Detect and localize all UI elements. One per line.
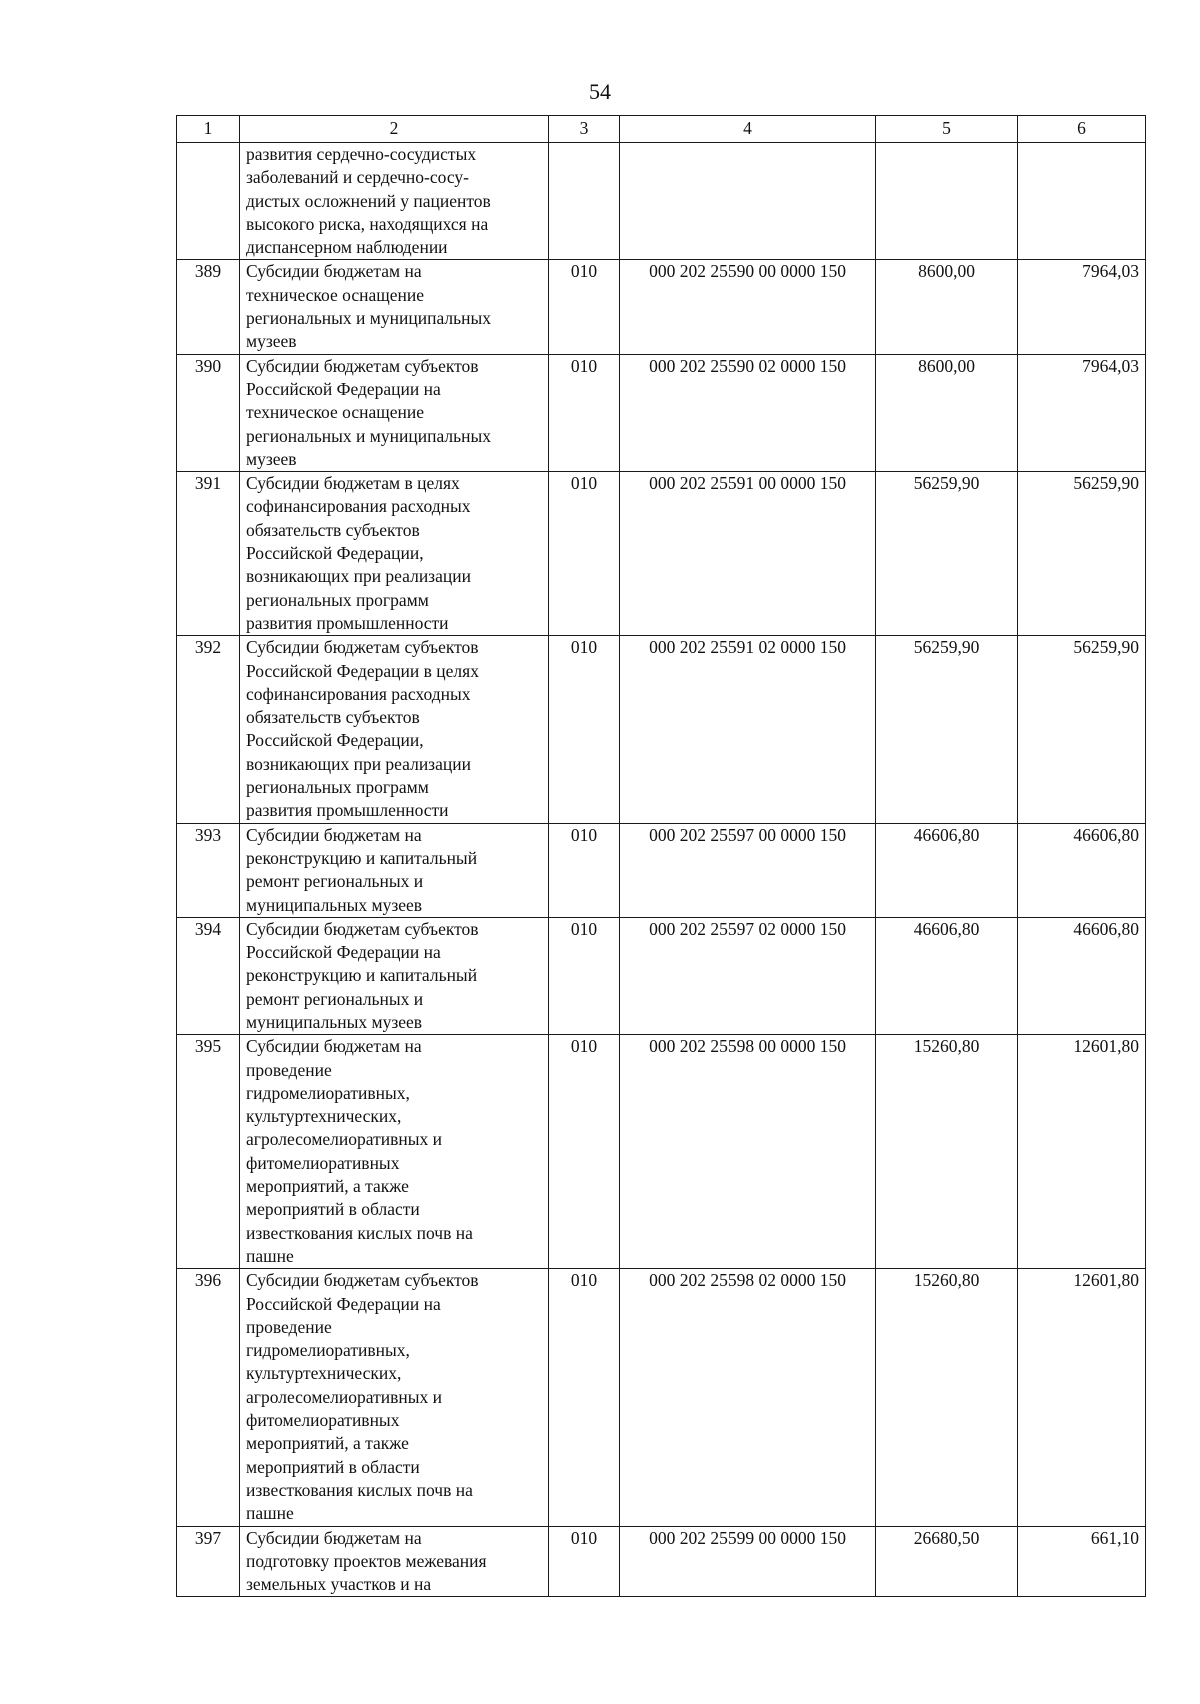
- description-line: культуртехнических,: [246, 1106, 402, 1127]
- amount-column-6: 46606,80: [1018, 823, 1146, 917]
- amount-column-6: 7964,03: [1018, 354, 1146, 471]
- description-line: развития промышленности: [246, 800, 449, 821]
- row-number: 396: [177, 1269, 240, 1526]
- row-number: 397: [177, 1526, 240, 1597]
- description-line: Субсидии бюджетам субъектов: [246, 918, 479, 939]
- amount-column-6: 46606,80: [1018, 917, 1146, 1034]
- table-row: [177, 1035, 1146, 1269]
- table-row: [177, 636, 1146, 823]
- row-number: 390: [177, 354, 240, 471]
- amount-column-6: [1018, 143, 1146, 260]
- row-description: [240, 636, 549, 823]
- description-line: ремонт региональных и: [246, 988, 424, 1009]
- row-number: 392: [177, 636, 240, 823]
- description-line: дистых осложнений у пациентов: [246, 190, 491, 211]
- row-description: [240, 260, 549, 354]
- column-header-1: 1: [177, 116, 240, 143]
- description-line: культуртехнических,: [246, 1363, 402, 1384]
- table-row: [177, 260, 1146, 354]
- table-row: [177, 917, 1146, 1034]
- description-line: региональных программ: [246, 777, 429, 798]
- row-number: 393: [177, 823, 240, 917]
- description-line: музеев: [246, 448, 297, 469]
- row-description: [240, 472, 549, 636]
- description-line: известкования кислых почв на: [246, 1222, 473, 1243]
- description-line: региональных и муниципальных: [246, 425, 491, 446]
- description-line: Субсидии бюджетам на: [246, 261, 422, 282]
- row-number: 395: [177, 1035, 240, 1269]
- table-row: [177, 1269, 1146, 1526]
- amount-column-5: 26680,50: [876, 1526, 1018, 1597]
- description-line: Субсидии бюджетам на: [246, 1036, 422, 1057]
- description-line: гидромелиоративных,: [246, 1340, 410, 1361]
- admin-code: 010: [549, 1035, 620, 1269]
- row-number: 389: [177, 260, 240, 354]
- table-row: [177, 354, 1146, 471]
- description-line: проведение: [246, 1059, 332, 1080]
- amount-column-6: 56259,90: [1018, 636, 1146, 823]
- row-description: [240, 1526, 549, 1597]
- description-line: высокого риска, находящихся на: [246, 213, 489, 234]
- row-description: [240, 143, 549, 260]
- amount-column-5: 56259,90: [876, 636, 1018, 823]
- description-line: техническое оснащение: [246, 402, 424, 423]
- row-number: 394: [177, 917, 240, 1034]
- amount-column-5: 46606,80: [876, 917, 1018, 1034]
- table-row: [177, 143, 1146, 260]
- admin-code: 010: [549, 917, 620, 1034]
- amount-column-5: 15260,80: [876, 1269, 1018, 1526]
- description-line: фитомелиоративных: [246, 1152, 400, 1173]
- budget-table: [176, 115, 1146, 1597]
- amount-column-5: 46606,80: [876, 823, 1018, 917]
- amount-column-6: 12601,80: [1018, 1035, 1146, 1269]
- budget-classification-code: 000 202 25590 00 0000 150: [620, 260, 876, 354]
- amount-column-6: 56259,90: [1018, 472, 1146, 636]
- description-line: заболеваний и сердечно-сосу-: [246, 167, 469, 188]
- description-line: развития сердечно-сосудистых: [246, 144, 477, 164]
- row-description: [240, 354, 549, 471]
- description-line: Субсидии бюджетам на: [246, 824, 422, 845]
- description-line: агролесомелиоративных и: [246, 1386, 442, 1407]
- row-description: [240, 1269, 549, 1526]
- budget-classification-code: 000 202 25598 00 0000 150: [620, 1035, 876, 1269]
- description-line: муниципальных музеев: [246, 1011, 423, 1032]
- description-line: мероприятий, а также: [246, 1176, 409, 1197]
- description-line: возникающих при реализации: [246, 566, 471, 587]
- description-line: музеев: [246, 331, 297, 352]
- amount-column-6: 7964,03: [1018, 260, 1146, 354]
- description-line: Российской Федерации,: [246, 730, 424, 751]
- amount-column-6: 661,10: [1018, 1526, 1146, 1597]
- budget-classification-code: 000 202 25590 02 0000 150: [620, 354, 876, 471]
- amount-column-5: 15260,80: [876, 1035, 1018, 1269]
- description-line: подготовку проектов межевания: [246, 1550, 487, 1571]
- description-line: Российской Федерации на: [246, 378, 441, 399]
- admin-code: 010: [549, 260, 620, 354]
- description-line: возникающих при реализации: [246, 753, 471, 774]
- description-line: Субсидии бюджетам на: [246, 1527, 422, 1548]
- description-line: ремонт региональных и: [246, 871, 424, 892]
- budget-classification-code: 000 202 25591 00 0000 150: [620, 472, 876, 636]
- description-line: мероприятий в области: [246, 1199, 420, 1220]
- description-line: обязательств субъектов: [246, 707, 420, 728]
- description-line: известкования кислых почв на: [246, 1479, 473, 1500]
- budget-classification-code: [620, 143, 876, 260]
- amount-column-5: 8600,00: [876, 354, 1018, 471]
- column-header-3: 3: [549, 116, 620, 143]
- admin-code: 010: [549, 823, 620, 917]
- row-number: [177, 143, 240, 260]
- row-description: [240, 917, 549, 1034]
- description-line: региональных и муниципальных: [246, 308, 491, 329]
- row-description: [240, 1035, 549, 1269]
- description-line: реконструкцию и капитальный: [246, 847, 478, 868]
- table-header-row: [177, 116, 1146, 143]
- budget-classification-code: 000 202 25597 02 0000 150: [620, 917, 876, 1034]
- budget-classification-code: 000 202 25598 02 0000 150: [620, 1269, 876, 1526]
- description-line: Российской Федерации на: [246, 1293, 441, 1314]
- description-line: Российской Федерации в целях: [246, 660, 479, 681]
- description-line: софинансирования расходных: [246, 683, 471, 704]
- table-row: [177, 472, 1146, 636]
- description-line: проведение: [246, 1316, 332, 1337]
- table-row: [177, 823, 1146, 917]
- budget-classification-code: 000 202 25597 00 0000 150: [620, 823, 876, 917]
- page-number: 54: [589, 79, 611, 104]
- description-line: пашне: [246, 1503, 294, 1524]
- description-line: Субсидии бюджетам в целях: [246, 473, 460, 494]
- description-line: Субсидии бюджетам субъектов: [246, 355, 479, 376]
- description-line: мероприятий в области: [246, 1456, 420, 1477]
- description-line: земельных участков и на: [246, 1574, 432, 1595]
- admin-code: 010: [549, 1526, 620, 1597]
- description-line: пашне: [246, 1245, 294, 1266]
- description-line: развития промышленности: [246, 612, 449, 633]
- description-line: агролесомелиоративных и: [246, 1129, 442, 1150]
- description-line: софинансирования расходных: [246, 496, 471, 517]
- column-header-5: 5: [876, 116, 1018, 143]
- description-line: Российской Федерации на: [246, 942, 441, 963]
- description-line: реконструкцию и капитальный: [246, 965, 478, 986]
- row-number: 391: [177, 472, 240, 636]
- description-line: мероприятий, а также: [246, 1433, 409, 1454]
- admin-code: 010: [549, 472, 620, 636]
- admin-code: [549, 143, 620, 260]
- description-line: Российской Федерации,: [246, 543, 424, 564]
- column-header-4: 4: [620, 116, 876, 143]
- description-line: муниципальных музеев: [246, 894, 423, 915]
- admin-code: 010: [549, 1269, 620, 1526]
- description-line: техническое оснащение: [246, 284, 424, 305]
- admin-code: 010: [549, 636, 620, 823]
- description-line: Субсидии бюджетам субъектов: [246, 1270, 479, 1291]
- description-line: фитомелиоративных: [246, 1410, 400, 1431]
- column-header-6: 6: [1018, 116, 1146, 143]
- amount-column-5: 56259,90: [876, 472, 1018, 636]
- amount-column-5: [876, 143, 1018, 260]
- description-line: Субсидии бюджетам субъектов: [246, 637, 479, 658]
- description-line: диспансерном наблюдении: [246, 237, 448, 258]
- table-body: [177, 143, 1146, 1597]
- amount-column-6: 12601,80: [1018, 1269, 1146, 1526]
- description-line: региональных программ: [246, 589, 429, 610]
- description-line: обязательств субъектов: [246, 519, 420, 540]
- budget-classification-code: 000 202 25599 00 0000 150: [620, 1526, 876, 1597]
- row-description: [240, 823, 549, 917]
- column-header-2: 2: [240, 116, 549, 143]
- table-row: [177, 1526, 1146, 1597]
- admin-code: 010: [549, 354, 620, 471]
- budget-classification-code: 000 202 25591 02 0000 150: [620, 636, 876, 823]
- amount-column-5: 8600,00: [876, 260, 1018, 354]
- description-line: гидромелиоративных,: [246, 1082, 410, 1103]
